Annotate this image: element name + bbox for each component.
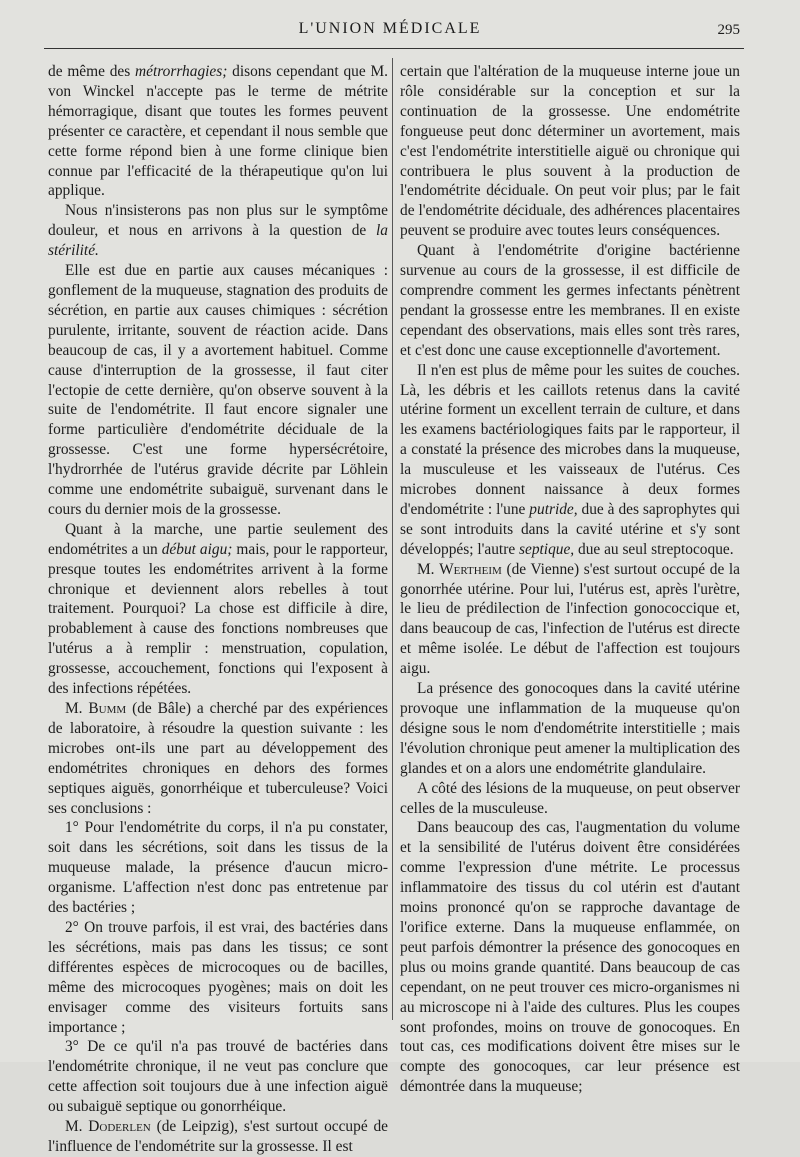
text-run: Quant à la marche, une partie seulement des endométrites a un: [48, 520, 388, 558]
paragraph: [400, 779, 740, 819]
text-run: 1° Pour l'endométrite du corps, il n'a pu constater, soit dans les sécrétions, soit dans les tissus de la muqueuse malade, la présence d'aucun micro-organisme. L'affection n'est donc pas entretenue par des bactéries ;: [48, 819, 388, 917]
text-run: 3° De ce qu'il n'a pas trouvé de bactéries dans l'endométrite chronique, il ne veut pas conclure que cette affection soit toujours due à une infection aiguë ou subaiguë septique ou gonorrhéique.: [48, 1038, 388, 1116]
text-run: La présence des gonocoques dans la cavité utérine provoque une inflammation de la muqueuse qu'on désigne sous le nom d'endométrite interstitielle ; mais l'évolution chronique peut amener la multiplication des glandes et on a alors une endométrite glandulaire.: [400, 680, 740, 777]
italic-text: début aigu;: [161, 540, 233, 558]
paragraph: [48, 520, 388, 699]
paragraph: [48, 62, 388, 201]
paragraph: [48, 261, 388, 520]
text-run: certain que l'altération de la muqueuse interne joue un rôle considérable sur la conception et sur la continuation de la grossesse. Une endométrite fongueuse peut donc déterminer un avortement, mais c'est l'endométrite interstitielle aiguë ou chronique qui contribuera le plus souvent à la production de l'endométrite déciduale. On peut voir plus; par le fait de l'endométrite déciduale, des adhérences placentaires peuvent se produire avec toutes leurs conséquences.: [400, 63, 740, 240]
text-run: M.: [64, 700, 89, 717]
left-column: [48, 62, 388, 1157]
paragraph: [400, 241, 740, 360]
paragraph: [400, 818, 740, 1097]
italic-text: métrorrhagies;: [135, 63, 228, 80]
author-name: Doderlen: [88, 1118, 151, 1136]
author-name: Bumm: [88, 700, 127, 717]
text-run: (de Bâle) a cherché par des expériences de laboratoire, à résoudre la question suivante : les microbes ont-ils une part au développement des endométrites chroniques en dehors des formes septiques aiguës, gonorrhéique et tuberculeuse? Voici ses conclusions :: [48, 700, 388, 817]
paragraph: [48, 201, 388, 261]
italic-text: la stérilité.: [48, 222, 388, 260]
text-run: Elle est due en partie aux causes mécaniques : gonflement de la muqueuse, stagnation des produits de sécrétion, en partie aux causes chimiques : sécrétion purulente, irritante, souvent de réaction acide. Dans beaucoup de cas, il y a avortement habituel. Comme cause d'interruption de la grossesse, il faut citer l'ectopie de cette dernière, qu'on observe souvent à la suite de l'endométrite. Il faut encore signaler une forme particulière d'endométrite déciduale de la grossesse. C'est une forme hypersécrétoire, l'hydrorrhée de l'utérus gravide décrite par Löhlein comme une endométrite subaiguë, survenant dans le cours du dernier mois de la grossesse.: [48, 262, 388, 518]
paragraph: [48, 1037, 388, 1117]
column-divider: [392, 58, 393, 1020]
text-run: Quant à l'endométrite d'origine bactérienne survenue au cours de la grossesse, il est difficile de comprendre comment les germes infectants pénètrent pendant la grossesse entre les membranes. Il en existe cependant des observations, mais elles sont très rares, et c'est donc une cause exceptionnelle d'avortement.: [400, 242, 740, 359]
paragraph: [400, 679, 740, 779]
text-run: disons cependant que M. von Winckel n'accepte pas le terme de métrite hémorragique, disant que toutes les formes peuvent présenter ce caractère, et cependant il nous semble que cette forme répond bien à une forme clinique bien connue par l'efficacité de la thérapeutique qu'on lui applique.: [48, 63, 388, 200]
paragraph: [400, 361, 740, 560]
text-run: (de Vienne) s'est surtout occupé de la gonorrhée utérine. Pour lui, l'utérus est, après l'urètre, le lieu de prédilection de l'infection gonococcique et, dans beaucoup de cas, l'infection de l'utérus est directe et même isolée. Le début de l'affection est toujours aigu.: [400, 560, 740, 678]
text-run: due au seul streptocoque.: [574, 540, 734, 558]
text-run: Nous n'insisterons pas non plus sur le symptôme douleur, et nous en arrivons à la question de: [48, 202, 388, 240]
paragraph: [48, 1117, 388, 1157]
text-run: (de Leipzig), s'est surtout occupé de l'influence de l'endométrite sur la grossesse. Il est: [48, 1118, 388, 1155]
header-rule: [44, 48, 744, 49]
text-run: A côté des lésions de la muqueuse, on peut observer celles de la musculeuse.: [400, 779, 740, 817]
text-run: Dans beaucoup des cas, l'augmentation du volume et la sensibilité de l'utérus doivent être considérées comme l'expression d'une métrite. Le processus inflammatoire des tissus du col utérin est d'autant moins prononcé qu'on se rapproche davantage de l'orifice externe. Dans la muqueuse enflammée, on peut parfois démontrer la présence des gonocoques en plus ou moins grande quantité. Dans beaucoup de cas cependant, on ne peut trouver ces micro-organismes ni au microscope ni à l'aide des cultures. Plus les coupes sont profondes, moins on trouve de gonocoques. En tout cas, ces modifications doivent être mises sur le compte des gonocoques, car leur présence est démontrée dans la muqueuse;: [400, 819, 740, 1096]
italic-text: septique,: [519, 540, 575, 558]
paragraph: [400, 62, 740, 241]
text-run: M.: [416, 560, 440, 578]
right-column: [400, 62, 740, 1097]
paragraph: [400, 560, 740, 679]
paragraph: [48, 699, 388, 818]
text-run: Il n'en est plus de même pour les suites de couches. Là, les débris et les caillots retenus dans la cavité utérine forment un excellent terrain de culture, et dans les examens bactériologiques faits par le rapporteur, il a constaté la présence des microbes dans la muqueuse, la musculeuse et les vaisseaux de l'utérus. Ces microbes donnent naissance à deux formes d'endométrite : l'une: [400, 361, 740, 518]
page-header: [40, 14, 740, 44]
italic-text: putride,: [529, 500, 578, 518]
page-number: 295: [717, 22, 740, 38]
paragraph: [48, 918, 388, 1037]
text-run: mais, pour le rapporteur, presque toutes les endométrites arrivent à la forme chronique et deviennent alors rebelles à tout traitement. Pourquoi? La chose est difficile à dire, probablement à cause des fonctions nombreuses que l'utérus a à remplir : menstruation, copulation, grossesse, accouchement, fonctions qui l'exposent à des infections répétées.: [48, 540, 388, 698]
text-run: 2° On trouve parfois, il est vrai, des bactéries dans les sécrétions, mais pas dans les tissus; ce sont différentes espèces de microcoques ou de bacilles, même des microcoques pyogènes; mais on doit les envisager comme des visiteurs fortuits sans importance ;: [48, 918, 388, 1036]
paragraph: [48, 818, 388, 918]
author-name: Wertheim: [439, 560, 502, 578]
text-run: due à des saprophytes qui se sont introduits dans la cavité utérine et s'y sont développés; l'autre: [400, 500, 740, 558]
text-run: de même des: [48, 63, 136, 80]
running-title: L'UNION MÉDICALE: [298, 20, 482, 37]
text-run: M.: [64, 1118, 89, 1136]
